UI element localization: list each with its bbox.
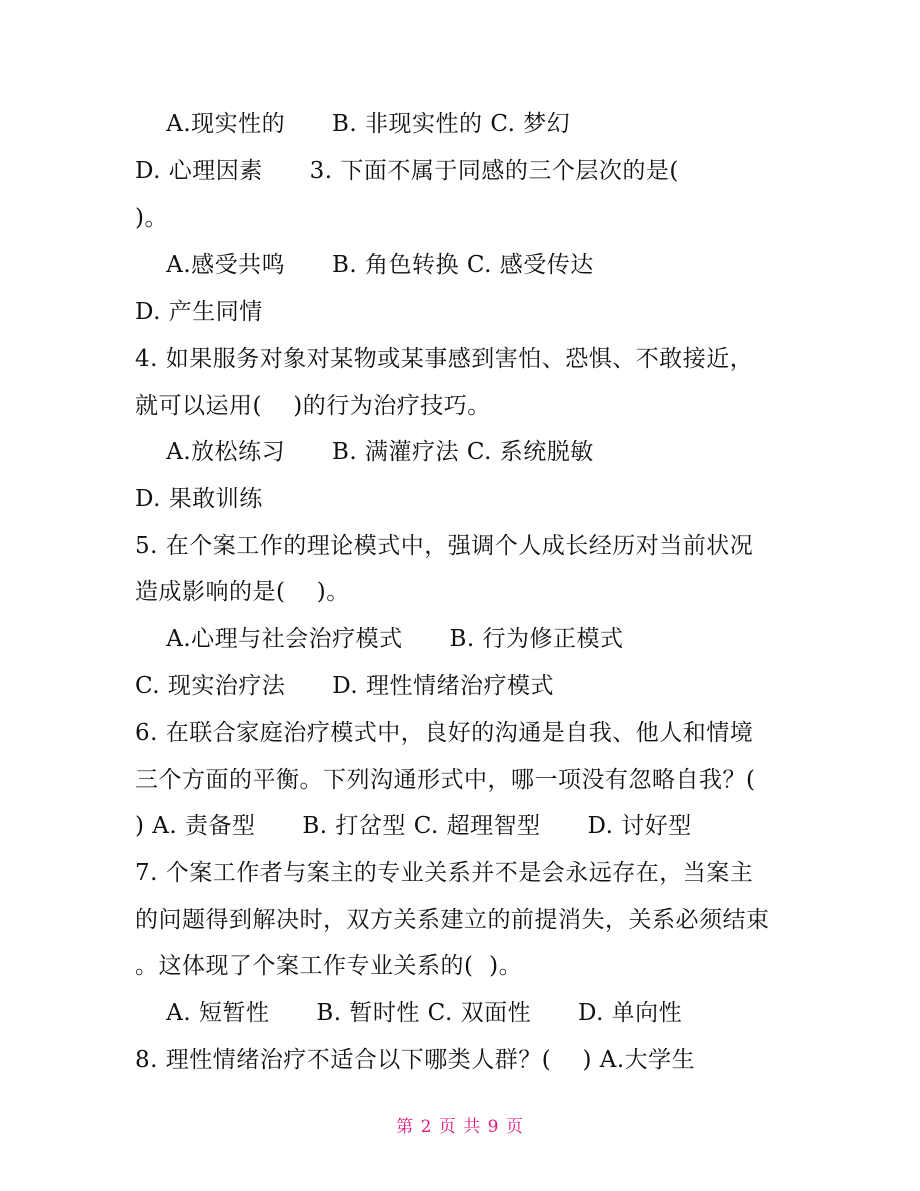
text-line-8: A.放松练习 B. 满灌疗法 C. 系统脱敏 bbox=[135, 439, 594, 465]
page-number-footer: 第 2 页 共 9 页 bbox=[396, 1117, 524, 1137]
text-line-17: 7. 个案工作者与案主的专业关系并不是会永远存在，当案主 bbox=[135, 860, 754, 886]
text-line-9: D. 果敢训练 bbox=[135, 486, 263, 512]
text-line-2: D. 心理因素 3. 下面不属于同感的三个层次的是( bbox=[135, 158, 679, 184]
text-line-14: 6. 在联合家庭治疗模式中，良好的沟通是自我、他人和情境 bbox=[135, 720, 754, 746]
text-line-16: ) A. 责备型 B. 打岔型 C. 超理智型 D. 讨好型 bbox=[135, 813, 692, 839]
text-line-10: 5. 在个案工作的理论模式中，强调个人成长经历对当前状况 bbox=[135, 533, 754, 559]
text-line-12: A.心理与社会治疗模式 B. 行为修正模式 bbox=[135, 626, 624, 652]
text-line-15: 三个方面的平衡。下列沟通形式中，哪一项没有忽略自我？( bbox=[135, 767, 756, 793]
text-line-20: A. 短暂性 B. 暂时性 C. 双面性 D. 单向性 bbox=[135, 1000, 683, 1026]
text-line-21: 8. 理性情绪治疗不适合以下哪类人群？( ) A.大学生 bbox=[135, 1047, 696, 1073]
text-line-3: )。 bbox=[135, 205, 168, 231]
text-line-11: 造成影响的是( )。 bbox=[135, 579, 350, 605]
text-line-1: A.现实性的 B. 非现实性的 C. 梦幻 bbox=[135, 111, 571, 137]
text-line-4: A.感受共鸣 B. 角色转换 C. 感受传达 bbox=[135, 252, 594, 278]
text-line-7: 就可以运用( )的行为治疗技巧。 bbox=[135, 393, 491, 419]
text-line-6: 4. 如果服务对象对某物或某事感到害怕、恐惧、不敢接近， bbox=[135, 346, 754, 372]
text-line-19: 。这体现了个案工作专业关系的( )。 bbox=[135, 953, 523, 979]
text-line-13: C. 现实治疗法 D. 理性情绪治疗模式 bbox=[135, 673, 555, 699]
text-line-5: D. 产生同情 bbox=[135, 299, 263, 325]
text-line-18: 的问题得到解决时，双方关系建立的前提消失，关系必须结束 bbox=[135, 907, 770, 933]
